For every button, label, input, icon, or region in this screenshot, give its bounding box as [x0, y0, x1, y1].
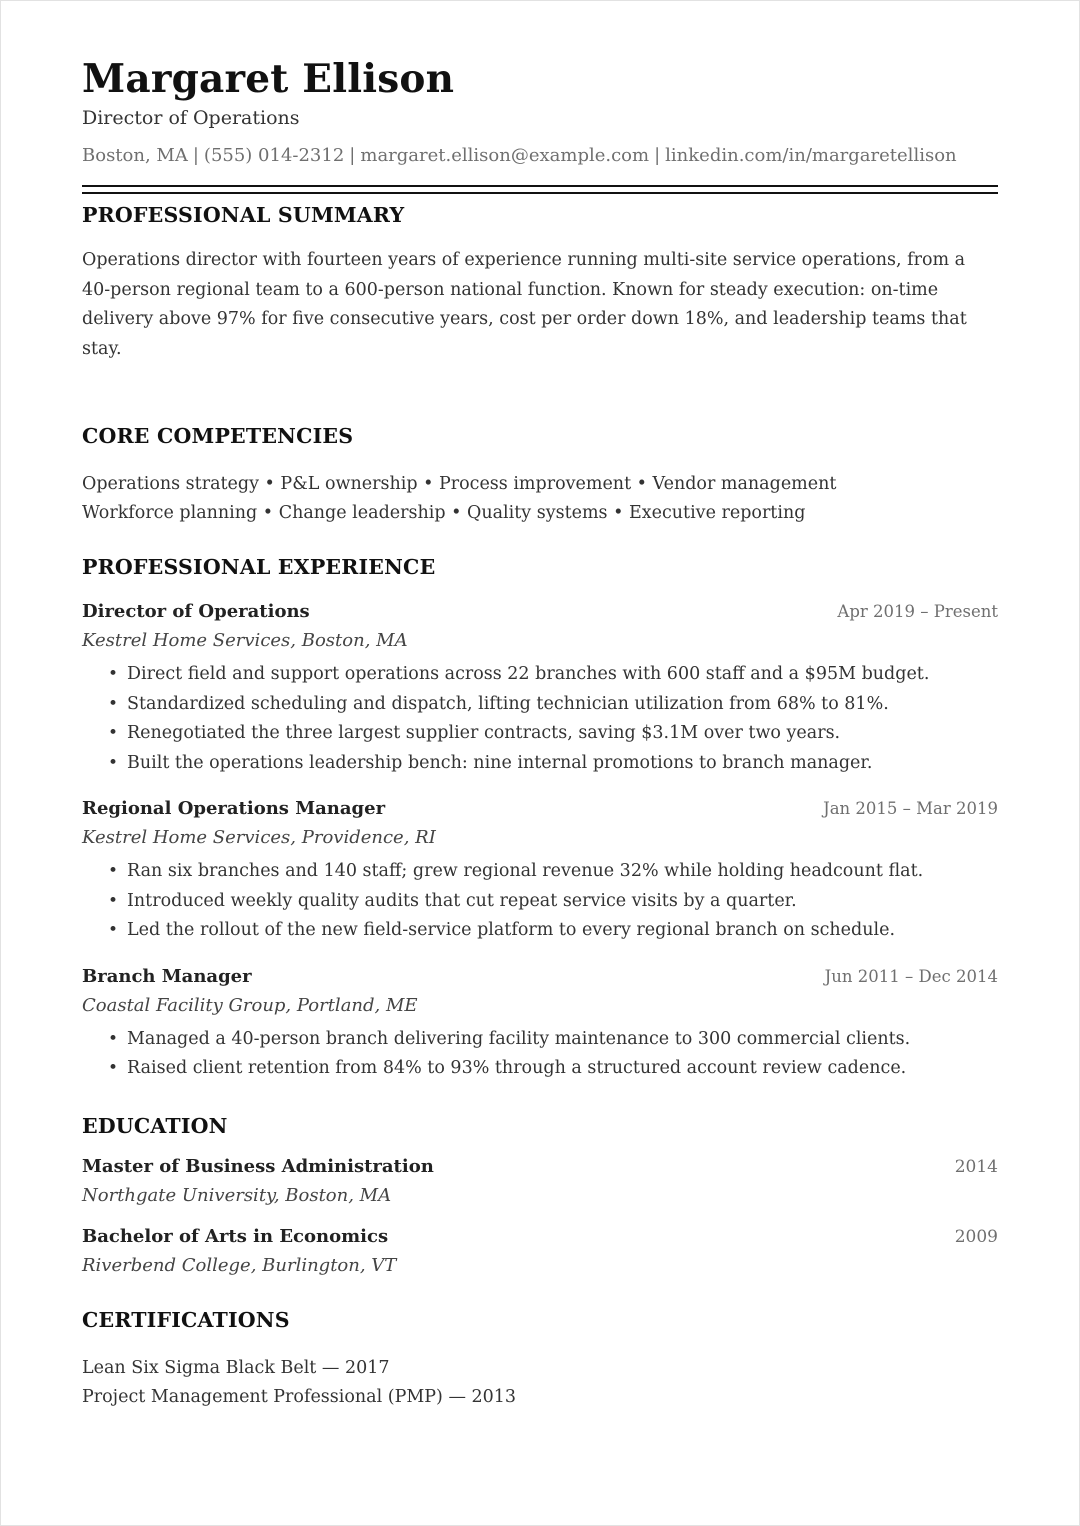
summary-text: Operations director with fourteen years of experience running multi-site service operations, from a 40-person regional team to a 600-person national function. Known for steady execution: on-time delivery above 97% for five consecutive years, cost per order down 18%, and leadership teams that stay.	[82, 250, 967, 359]
competencies-line: Operations strategy • P&L ownership • Process improvement • Vendor management	[82, 474, 837, 494]
contact-email[interactable]: margaret.ellison@example.com	[360, 145, 650, 166]
contact-phone: (555) 014-2312	[203, 145, 345, 166]
job-bullets	[82, 660, 998, 778]
candidate-name: Margaret Ellison	[82, 56, 455, 102]
contact-location: Boston, MA	[82, 145, 188, 166]
education-school: Northgate University, Boston, MA	[82, 1184, 392, 1206]
job-title: Director of Operations	[82, 601, 310, 622]
summary-heading: PROFESSIONAL SUMMARY	[82, 203, 405, 227]
summary-section	[82, 201, 998, 364]
job-dates: Jan 2015 – Mar 2019	[823, 799, 998, 818]
bullet-icon: •	[108, 693, 119, 714]
bullet-icon: •	[108, 861, 119, 881]
experience-heading: PROFESSIONAL EXPERIENCE	[82, 555, 436, 579]
bullet-icon: •	[108, 1028, 119, 1049]
bullet-icon: •	[108, 752, 119, 773]
competencies-list	[82, 470, 998, 528]
competencies-heading: CORE COMPETENCIES	[82, 424, 354, 448]
bullet-text: Renegotiated the three largest supplier contracts, saving $3.1M over two years.	[127, 723, 841, 743]
bullet-item	[108, 887, 998, 917]
bullet-icon: •	[108, 723, 119, 743]
contact-separator: |	[654, 145, 661, 166]
job-title: Branch Manager	[82, 965, 252, 987]
certifications-list	[82, 1354, 998, 1412]
education-year: 2014	[954, 1156, 998, 1177]
certification-item: Project Management Professional (PMP) — 2013	[82, 1386, 517, 1407]
bullet-text: Standardized scheduling and dispatch, lifting technician utilization from 68% to 81%.	[127, 693, 889, 714]
bullet-item	[108, 1054, 998, 1084]
bullet-icon: •	[108, 890, 119, 911]
bullet-text: Led the rollout of the new field-service platform to every regional branch on schedule.	[127, 920, 896, 940]
bullet-text: Direct field and support operations across 22 branches with 600 staff and a $95M budget.	[127, 664, 930, 684]
education-header	[82, 1222, 998, 1252]
competencies-section	[82, 422, 998, 528]
bullet-item	[108, 749, 998, 779]
certifications-heading: CERTIFICATIONS	[82, 1307, 290, 1332]
bullet-item	[108, 660, 998, 690]
candidate-headline: Director of Operations	[82, 107, 300, 129]
contact-line	[82, 143, 998, 169]
job-header	[82, 962, 998, 992]
job-organization: Kestrel Home Services, Boston, MA	[82, 630, 408, 651]
bullet-text: Managed a 40-person branch delivering facility maintenance to 300 commercial clients.	[127, 1028, 911, 1049]
education-header	[82, 1152, 998, 1182]
contact-separator: |	[192, 145, 199, 166]
bullet-text: Built the operations leadership bench: nine internal promotions to branch manager.	[127, 752, 873, 773]
education-entry	[82, 1152, 998, 1210]
job-bullets	[82, 857, 998, 946]
education-section	[82, 1112, 998, 1280]
job-entry	[82, 962, 998, 1084]
certification-item: Lean Six Sigma Black Belt — 2017	[82, 1357, 390, 1378]
job-dates: Apr 2019 – Present	[837, 602, 998, 621]
certifications-section	[82, 1306, 998, 1412]
job-organization: Kestrel Home Services, Providence, RI	[82, 827, 436, 848]
education-entry	[82, 1222, 998, 1280]
job-title: Regional Operations Manager	[82, 798, 386, 819]
job-entry	[82, 794, 998, 946]
bullet-item	[108, 719, 998, 749]
job-header	[82, 794, 998, 824]
education-year: 2009	[954, 1226, 998, 1247]
education-degree: Master of Business Administration	[82, 1155, 434, 1177]
competencies-line: Workforce planning • Change leadership • Quality systems • Executive reporting	[82, 503, 806, 523]
job-entry	[82, 597, 998, 778]
contact-linkedin[interactable]: linkedin.com/in/margaretellison	[665, 145, 957, 166]
job-header	[82, 597, 998, 627]
bullet-text: Introduced weekly quality audits that cut repeat service visits by a quarter.	[127, 890, 797, 911]
experience-section	[82, 553, 998, 1084]
bullet-text: Ran six branches and 140 staff; grew regional revenue 32% while holding headcount flat.	[127, 861, 924, 881]
education-degree: Bachelor of Arts in Economics	[82, 1225, 389, 1247]
header-divider	[82, 185, 998, 194]
bullet-item	[108, 690, 998, 720]
job-organization: Coastal Facility Group, Portland, ME	[82, 994, 418, 1016]
job-dates: Jun 2011 – Dec 2014	[824, 966, 998, 986]
bullet-icon: •	[108, 1058, 119, 1078]
bullet-item	[108, 857, 998, 887]
job-bullets	[82, 1025, 998, 1084]
bullet-item	[108, 1025, 998, 1055]
contact-separator: |	[349, 145, 356, 166]
bullet-text: Raised client retention from 84% to 93% through a structured account review cadence.	[127, 1058, 907, 1078]
education-heading: EDUCATION	[82, 1113, 228, 1138]
resume-header	[82, 55, 998, 194]
bullet-item	[108, 916, 998, 946]
education-school: Riverbend College, Burlington, VT	[82, 1254, 397, 1276]
bullet-icon: •	[108, 920, 119, 940]
bullet-icon: •	[108, 664, 119, 684]
